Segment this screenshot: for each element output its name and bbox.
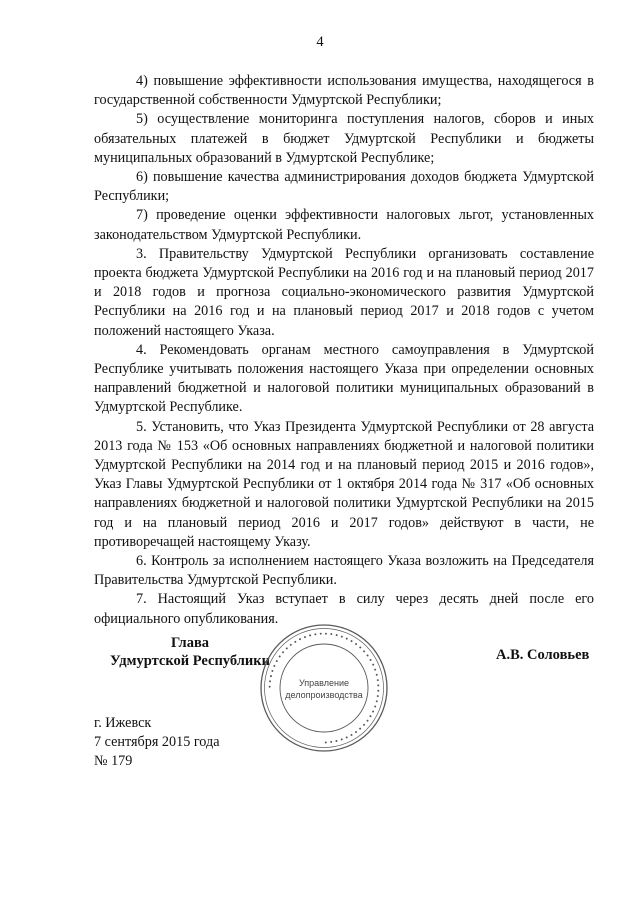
date: 7 сентября 2015 года (94, 734, 220, 750)
paragraph-clause-5: 5. Установить, что Указ Президента Удмуртской Республики от 28 августа 2013 года № 153 «Об основных направлениях бюджетной и налоговой политики Удмуртской Республики на 2014 год и на плановый период 2015 и 2016 годов», Указ Главы Удмуртской Республики от 1 октября 2014 года № 317 «Об основных направлениях бюджетной и налоговой политики Удмуртской Республики на 2015 год и на плановый период 2016 и 2017 годов» действуют в части, не противоречащей настоящему Указу. (94, 418, 594, 550)
paragraph-item-7: 7) проведение оценки эффективности налоговых льгот, установленных законодательством Удмуртской Республики. (94, 207, 594, 243)
paragraph-item-5: 5) осуществление мониторинга поступления налогов, сборов и иных обязательных платежей в бюджет Удмуртской Республики и бюджеты муниципальных образований в Удмуртской Республике; (94, 111, 594, 166)
official-seal-icon (258, 622, 390, 754)
document-footer (94, 714, 220, 771)
place: г. Ижевск (94, 715, 152, 731)
paragraph-clause-4: 4. Рекомендовать органам местного самоуправления в Удмуртской Республике учитывать положения настоящего Указа при определении основных направлений бюджетной и налоговой политики муниципальных образований в Удмуртской Республике. (94, 341, 594, 416)
decree-number: № 179 (94, 753, 133, 769)
signatory-title-line2: Удмуртской Республики (110, 653, 270, 669)
page-number: 4 (316, 34, 324, 50)
paragraph-item-6: 6) повышение качества администрирования доходов бюджета Удмуртской Республики; (94, 169, 594, 205)
paragraph-clause-6: 6. Контроль за исполнением настоящего Указа возложить на Председателя Правительства Удмуртской Республики. (94, 553, 594, 589)
document-body (94, 72, 594, 629)
seal-center-line2: делопроизводства (285, 690, 363, 700)
seal-center-line1: Управление (298, 678, 350, 688)
signer-name: А.В. Соловьев (496, 647, 590, 663)
signatory-title (100, 634, 280, 670)
paragraph-item-4: 4) повышение эффективности использования имущества, находящегося в государственной собственности Удмуртской Республики; (94, 73, 594, 109)
paragraph-clause-7: 7. Настоящий Указ вступает в силу через десять дней после его официального опубликования. (94, 591, 594, 627)
paragraph-clause-3: 3. Правительству Удмуртской Республики организовать составление проекта бюджета Удмуртской Республики на 2016 год и на плановый период 2017 и 2018 годов и прогноза социально-экономического развития Удмуртской Республики на 2016 год и на плановый период 2017 и 2018 годов с учетом положений настоящего Указа. (94, 245, 594, 339)
seal-ring-text: • • • • • • • • • • • • • • • • • • • • • • • • • • • • • • • • • • • • • • • • • • • • • • • • (264, 628, 384, 748)
signatory-title-line1: Глава (170, 635, 210, 651)
